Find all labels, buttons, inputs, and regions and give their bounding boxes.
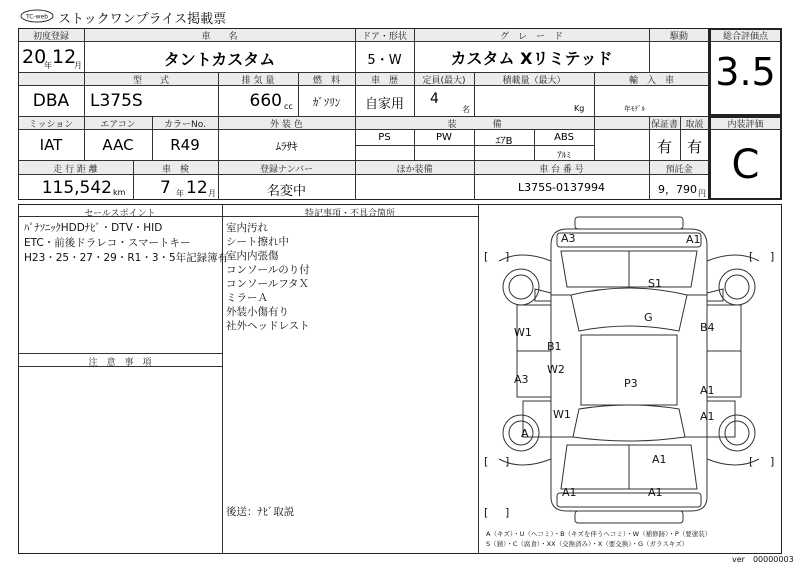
warranty: 有	[656, 138, 672, 156]
bracket-fl: [	[484, 250, 489, 263]
remark-3: 室内内張傷	[226, 250, 279, 262]
label-interior-score: 内装評価	[727, 120, 764, 130]
door-type: 5・W	[367, 53, 402, 68]
chassis-no: L375S-0137994	[517, 181, 606, 194]
bracket-fr-close: ]	[770, 250, 775, 263]
mark-p3: P3	[624, 377, 638, 390]
inspection-month-unit: 月	[208, 189, 216, 198]
label-equipment: 装 備	[447, 120, 502, 130]
equip-airbag: ｴｱB	[495, 136, 513, 147]
label-inspection: 車 検	[161, 165, 189, 175]
mark-a3-left: A3	[514, 373, 529, 386]
fuel: ｶﾞｿﾘﾝ	[312, 96, 341, 109]
equip-ps: PS	[378, 132, 391, 143]
remark-after: 後送：ﾅﾋﾞ取説	[226, 506, 295, 518]
reg-year: 20	[22, 46, 47, 68]
capacity: 4	[430, 91, 439, 107]
reg-number: 名変中	[266, 184, 306, 199]
model-prefix: DBA	[32, 91, 70, 111]
inspection-year: 7	[160, 178, 171, 198]
reg-month-unit: 月	[74, 61, 82, 70]
bracket-rr-close: ]	[770, 455, 775, 468]
interior-score: C	[731, 142, 760, 188]
bracket-rear: [	[484, 506, 489, 519]
reg-year-unit: 年	[44, 61, 52, 70]
remark-7: 外装小傷有り	[226, 306, 289, 318]
inspection-year-unit: 年	[176, 189, 184, 198]
label-model-type: 型 式	[132, 76, 169, 86]
displacement-unit: cc	[284, 102, 293, 111]
label-mission: ミッション	[28, 120, 74, 130]
inspection-month: 12	[186, 178, 208, 198]
mark-s1: S1	[648, 277, 662, 290]
remark-5: コンソールフタＸ	[226, 278, 310, 290]
label-manual: 取説	[685, 120, 704, 130]
logo-icon	[20, 8, 54, 24]
mark-a3-front: A3	[561, 232, 576, 245]
label-drive: 駆動	[669, 32, 688, 42]
mark-b4: B4	[700, 321, 715, 334]
deposit: 9，790	[658, 183, 697, 196]
legend-line-1: A（キズ）・U（ヘコミ）・B（キズを伴うヘコミ）・W（補修跡）・P（要塗装）	[486, 530, 712, 538]
remark-6: ミラーＡ	[226, 292, 268, 304]
displacement: 660	[249, 91, 282, 111]
mark-a1-front: A1	[686, 233, 701, 246]
label-door: ドア・形状	[362, 32, 407, 42]
mileage: 115,542	[41, 178, 112, 198]
grade: カスタム Xリミテッド	[450, 49, 613, 68]
caution-header: 注 意 事 項	[88, 358, 152, 368]
label-import: 輸 入 車	[628, 76, 674, 86]
sales-point-1: ﾊﾟﾅｿﾆｯｸHDDﾅﾋﾞ・DTV・HID	[24, 222, 163, 234]
bracket-fl-close: ]	[505, 250, 510, 263]
label-color-no: カラーNo.	[164, 120, 206, 130]
label-car-name: 車 名	[201, 32, 238, 42]
label-other-equipment: ほか装備	[396, 165, 433, 175]
label-displacement: 排 気 量	[241, 76, 275, 86]
mileage-unit: km	[113, 188, 126, 197]
label-load: 積載量（最大）	[502, 76, 566, 86]
mark-a-wheel: A	[521, 427, 529, 440]
label-history: 車 歴	[370, 76, 398, 86]
logo	[20, 8, 54, 24]
remark-8: 社外ヘッドレスト	[226, 320, 310, 332]
total-score: 3.5	[715, 50, 776, 94]
aircon: AAC	[102, 136, 134, 154]
bracket-rl: [	[484, 455, 489, 468]
label-fuel: 燃 料	[312, 76, 340, 86]
label-mileage: 走 行 距 離	[53, 165, 98, 175]
model-code: L375S	[90, 91, 143, 111]
mark-a1-right: A1	[700, 384, 715, 397]
bracket-rl-close: ]	[505, 455, 510, 468]
mark-b1: B1	[547, 340, 562, 353]
load-unit: Kg	[574, 104, 585, 113]
label-reg-number: 登録ナンバー	[260, 165, 313, 175]
label-first-reg: 初度登録	[32, 32, 69, 42]
equip-alumi: ｱﾙﾐ	[557, 151, 571, 161]
mark-a1-right-rear: A1	[700, 410, 715, 423]
history: 自家用	[364, 97, 404, 112]
bracket-rear-close: ]	[505, 506, 510, 519]
deposit-unit: 円	[698, 189, 706, 198]
mark-w1-rear: W1	[553, 408, 571, 421]
label-total-score: 総合評価点	[722, 32, 768, 42]
version: ver 00000003	[732, 555, 794, 564]
sales-points-header: セールスポイント	[84, 209, 156, 219]
mark-a1-rear-right: A1	[648, 486, 663, 499]
label-capacity: 定員(最大)	[422, 76, 466, 86]
reg-month: 12	[52, 46, 77, 68]
mark-w1-left: W1	[514, 326, 532, 339]
label-warranty: 保証書	[650, 120, 678, 130]
equip-abs: ABS	[554, 132, 574, 143]
sales-point-3: H23・25・27・29・R1・3・5年記録簿有	[24, 252, 229, 264]
svg-text:TC-web: TC-web	[25, 13, 49, 21]
label-exterior-color: 外 装 色	[270, 120, 303, 130]
remark-1: 室内汚れ	[226, 222, 268, 234]
bracket-rr: [	[749, 455, 754, 468]
mark-a1-back: A1	[652, 453, 667, 466]
label-chassis-no: 車 台 番 号	[539, 165, 584, 175]
manual: 有	[686, 138, 702, 156]
mark-a1-rear-left: A1	[562, 486, 577, 499]
mark-g: G	[644, 311, 653, 324]
bracket-fr: [	[749, 250, 754, 263]
car-name: タントカスタム	[163, 50, 276, 69]
remark-4: コンソールのり付	[226, 264, 310, 276]
label-grade: グ レ ー ド	[499, 32, 563, 42]
mission: IAT	[39, 136, 63, 154]
exterior-color: ﾑﾗｻｷ	[275, 140, 298, 153]
import-model-year-label: 年ﾓﾃﾞﾙ	[624, 105, 645, 113]
remarks-header: 特記事項・不具合箇所	[304, 209, 395, 219]
remark-2: シート擦れ中	[226, 236, 289, 248]
mark-w2: W2	[547, 363, 565, 376]
capacity-unit: 名	[462, 105, 470, 114]
page-title: ストックワンプライス掲載票	[58, 12, 227, 27]
color-no: R49	[170, 136, 200, 154]
equip-pw: PW	[436, 132, 452, 143]
label-aircon: エアコン	[100, 120, 136, 130]
sales-point-2: ETC・前後ドラレコ・スマートキー	[24, 237, 191, 249]
label-deposit: 預託金	[665, 165, 693, 175]
legend-line-2: S（錆）・C（腐食）・XX（交換済み）・X（要交換）・G（ガラスキズ）	[486, 540, 689, 548]
